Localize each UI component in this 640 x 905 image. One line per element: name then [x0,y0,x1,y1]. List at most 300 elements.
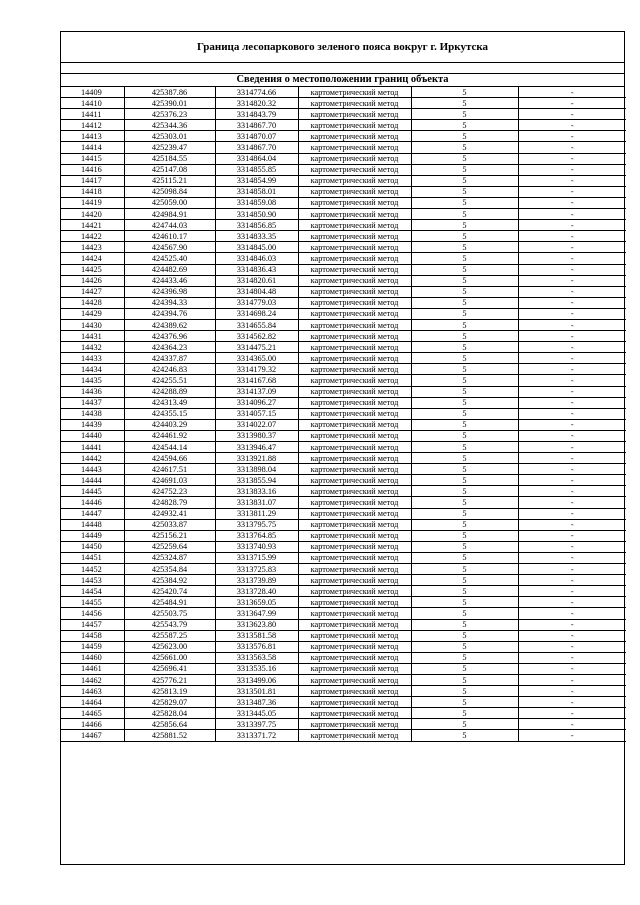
description-cell: - [518,197,626,208]
table-row [61,708,626,719]
point-number-cell: 14436 [61,386,124,397]
description-cell: - [518,142,626,153]
table-row [61,197,626,208]
description-cell: - [518,719,626,730]
accuracy-cell: 5 [411,131,518,142]
method-cell: картометрический метод [298,220,411,231]
accuracy-cell: 5 [411,109,518,120]
table-row [61,386,626,397]
point-number-cell: 14451 [61,552,124,563]
y-coordinate-cell: 3314475.21 [215,342,298,353]
accuracy-cell: 5 [411,220,518,231]
accuracy-cell: 5 [411,297,518,308]
method-cell: картометрический метод [298,364,411,375]
description-cell: - [518,552,626,563]
document-frame [60,31,625,865]
y-coordinate-cell: 3314562.82 [215,331,298,342]
table-row [61,430,626,441]
method-cell: картометрический метод [298,408,411,419]
table-row [61,564,626,575]
table-row [61,453,626,464]
point-number-cell: 14461 [61,663,124,674]
y-coordinate-cell: 3313725.83 [215,564,298,575]
point-number-cell: 14466 [61,719,124,730]
accuracy-cell: 5 [411,397,518,408]
y-coordinate-cell: 3313535.16 [215,663,298,674]
description-cell: - [518,397,626,408]
y-coordinate-cell: 3313831.07 [215,497,298,508]
document-subtitle: Сведения о местоположении границ объекта [236,74,449,85]
method-cell: картометрический метод [298,497,411,508]
accuracy-cell: 5 [411,186,518,197]
table-row [61,331,626,342]
x-coordinate-cell: 424617.51 [124,464,215,475]
accuracy-cell: 5 [411,98,518,109]
description-cell: - [518,120,626,131]
table-row [61,231,626,242]
method-cell: картометрический метод [298,353,411,364]
x-coordinate-cell: 424525.40 [124,253,215,264]
y-coordinate-cell: 3314820.61 [215,275,298,286]
method-cell: картометрический метод [298,275,411,286]
description-cell: - [518,331,626,342]
subtitle-box [61,74,624,87]
description-cell: - [518,419,626,430]
description-cell: - [518,619,626,630]
method-cell: картометрический метод [298,164,411,175]
table-row [61,164,626,175]
y-coordinate-cell: 3313659.05 [215,597,298,608]
table-row [61,264,626,275]
accuracy-cell: 5 [411,375,518,386]
method-cell: картометрический метод [298,131,411,142]
y-coordinate-cell: 3314870.07 [215,131,298,142]
point-number-cell: 14452 [61,564,124,575]
x-coordinate-cell: 425059.00 [124,197,215,208]
method-cell: картометрический метод [298,242,411,253]
x-coordinate-cell: 425587.25 [124,630,215,641]
method-cell: картометрический метод [298,430,411,441]
method-cell: картометрический метод [298,730,411,741]
x-coordinate-cell: 425115.21 [124,175,215,186]
accuracy-cell: 5 [411,120,518,131]
x-coordinate-cell: 424255.51 [124,375,215,386]
x-coordinate-cell: 425696.41 [124,663,215,674]
table-row [61,153,626,164]
accuracy-cell: 5 [411,319,518,330]
table-row [61,719,626,730]
description-cell: - [518,98,626,109]
accuracy-cell: 5 [411,408,518,419]
table-row [61,342,626,353]
x-coordinate-cell: 424246.83 [124,364,215,375]
y-coordinate-cell: 3313740.93 [215,541,298,552]
table-row [61,541,626,552]
accuracy-cell: 5 [411,652,518,663]
method-cell: картометрический метод [298,530,411,541]
description-cell: - [518,486,626,497]
table-row [61,308,626,319]
y-coordinate-cell: 3314855.85 [215,164,298,175]
table-row [61,253,626,264]
accuracy-cell: 5 [411,142,518,153]
point-number-cell: 14449 [61,530,124,541]
y-coordinate-cell: 3314846.03 [215,253,298,264]
x-coordinate-cell: 424389.62 [124,319,215,330]
accuracy-cell: 5 [411,442,518,453]
point-number-cell: 14418 [61,186,124,197]
table-row [61,375,626,386]
table-row [61,442,626,453]
y-coordinate-cell: 3313739.89 [215,575,298,586]
point-number-cell: 14462 [61,674,124,685]
x-coordinate-cell: 424828.79 [124,497,215,508]
description-cell: - [518,87,626,98]
description-cell: - [518,530,626,541]
y-coordinate-cell: 3314057.15 [215,408,298,419]
y-coordinate-cell: 3313980.37 [215,430,298,441]
table-row [61,486,626,497]
description-cell: - [518,275,626,286]
y-coordinate-cell: 3314137.09 [215,386,298,397]
x-coordinate-cell: 425259.64 [124,541,215,552]
table-row [61,242,626,253]
accuracy-cell: 5 [411,342,518,353]
description-cell: - [518,575,626,586]
y-coordinate-cell: 3313795.75 [215,519,298,530]
description-cell: - [518,630,626,641]
method-cell: картометрический метод [298,619,411,630]
method-cell: картометрический метод [298,541,411,552]
point-number-cell: 14413 [61,131,124,142]
x-coordinate-cell: 425344.36 [124,120,215,131]
y-coordinate-cell: 3314774.66 [215,87,298,98]
x-coordinate-cell: 424482.69 [124,264,215,275]
description-cell: - [518,253,626,264]
description-cell: - [518,297,626,308]
table-row [61,641,626,652]
accuracy-cell: 5 [411,264,518,275]
method-cell: картометрический метод [298,308,411,319]
point-number-cell: 14442 [61,453,124,464]
x-coordinate-cell: 425813.19 [124,686,215,697]
method-cell: картометрический метод [298,453,411,464]
y-coordinate-cell: 3313623.80 [215,619,298,630]
accuracy-cell: 5 [411,497,518,508]
description-cell: - [518,386,626,397]
table-row [61,297,626,308]
point-number-cell: 14421 [61,220,124,231]
point-number-cell: 14463 [61,686,124,697]
spacer-row [61,63,624,74]
accuracy-cell: 5 [411,674,518,685]
accuracy-cell: 5 [411,541,518,552]
y-coordinate-cell: 3314833.35 [215,231,298,242]
y-coordinate-cell: 3314655.84 [215,319,298,330]
description-cell: - [518,564,626,575]
description-cell: - [518,220,626,231]
accuracy-cell: 5 [411,331,518,342]
table-row [61,497,626,508]
accuracy-cell: 5 [411,564,518,575]
table-row [61,98,626,109]
y-coordinate-cell: 3313647.99 [215,608,298,619]
description-cell: - [518,430,626,441]
x-coordinate-cell: 425239.47 [124,142,215,153]
coordinates-table [61,87,626,742]
accuracy-cell: 5 [411,242,518,253]
y-coordinate-cell: 3314867.70 [215,120,298,131]
table-row [61,597,626,608]
accuracy-cell: 5 [411,464,518,475]
x-coordinate-cell: 424932.41 [124,508,215,519]
description-cell: - [518,175,626,186]
point-number-cell: 14450 [61,541,124,552]
accuracy-cell: 5 [411,87,518,98]
method-cell: картометрический метод [298,109,411,120]
description-cell: - [518,319,626,330]
accuracy-cell: 5 [411,275,518,286]
document-title: Граница лесопаркового зеленого пояса вокруг г. Иркутска [196,41,489,53]
accuracy-cell: 5 [411,486,518,497]
accuracy-cell: 5 [411,508,518,519]
y-coordinate-cell: 3314850.90 [215,209,298,220]
table-row [61,697,626,708]
accuracy-cell: 5 [411,430,518,441]
y-coordinate-cell: 3313946.47 [215,442,298,453]
description-cell: - [518,730,626,741]
x-coordinate-cell: 425623.00 [124,641,215,652]
method-cell: картометрический метод [298,120,411,131]
y-coordinate-cell: 3313397.75 [215,719,298,730]
table-row [61,519,626,530]
table-row [61,475,626,486]
accuracy-cell: 5 [411,253,518,264]
table-row [61,109,626,120]
y-coordinate-cell: 3314804.48 [215,286,298,297]
y-coordinate-cell: 3313728.40 [215,586,298,597]
table-row [61,419,626,430]
y-coordinate-cell: 3313921.88 [215,453,298,464]
accuracy-cell: 5 [411,608,518,619]
accuracy-cell: 5 [411,719,518,730]
y-coordinate-cell: 3314365.00 [215,353,298,364]
table-row [61,87,626,98]
x-coordinate-cell: 424610.17 [124,231,215,242]
table-row [61,663,626,674]
y-coordinate-cell: 3314854.99 [215,175,298,186]
method-cell: картометрический метод [298,419,411,430]
accuracy-cell: 5 [411,286,518,297]
x-coordinate-cell: 424394.76 [124,308,215,319]
y-coordinate-cell: 3314820.32 [215,98,298,109]
y-coordinate-cell: 3314779.03 [215,297,298,308]
x-coordinate-cell: 425156.21 [124,530,215,541]
accuracy-cell: 5 [411,686,518,697]
method-cell: картометрический метод [298,397,411,408]
table-row [61,508,626,519]
point-number-cell: 14411 [61,109,124,120]
description-cell: - [518,674,626,685]
accuracy-cell: 5 [411,708,518,719]
description-cell: - [518,708,626,719]
method-cell: картометрический метод [298,508,411,519]
x-coordinate-cell: 425147.08 [124,164,215,175]
table-row [61,530,626,541]
x-coordinate-cell: 425484.91 [124,597,215,608]
description-cell: - [518,586,626,597]
accuracy-cell: 5 [411,663,518,674]
accuracy-cell: 5 [411,209,518,220]
method-cell: картометрический метод [298,153,411,164]
x-coordinate-cell: 425776.21 [124,674,215,685]
y-coordinate-cell: 3314167.68 [215,375,298,386]
x-coordinate-cell: 424396.98 [124,286,215,297]
x-coordinate-cell: 424337.87 [124,353,215,364]
y-coordinate-cell: 3313855.94 [215,475,298,486]
x-coordinate-cell: 425661.00 [124,652,215,663]
point-number-cell: 14447 [61,508,124,519]
method-cell: картометрический метод [298,386,411,397]
description-cell: - [518,519,626,530]
accuracy-cell: 5 [411,164,518,175]
table-row [61,319,626,330]
description-cell: - [518,697,626,708]
method-cell: картометрический метод [298,175,411,186]
method-cell: картометрический метод [298,253,411,264]
method-cell: картометрический метод [298,575,411,586]
method-cell: картометрический метод [298,608,411,619]
method-cell: картометрический метод [298,552,411,563]
description-cell: - [518,652,626,663]
point-number-cell: 14444 [61,475,124,486]
point-number-cell: 14458 [61,630,124,641]
method-cell: картометрический метод [298,87,411,98]
point-number-cell: 14410 [61,98,124,109]
x-coordinate-cell: 424313.49 [124,397,215,408]
table-row [61,131,626,142]
description-cell: - [518,308,626,319]
accuracy-cell: 5 [411,153,518,164]
table-row [61,408,626,419]
accuracy-cell: 5 [411,641,518,652]
accuracy-cell: 5 [411,597,518,608]
method-cell: картометрический метод [298,486,411,497]
description-cell: - [518,109,626,120]
accuracy-cell: 5 [411,386,518,397]
table-row [61,575,626,586]
description-cell: - [518,342,626,353]
description-cell: - [518,209,626,220]
table-row [61,586,626,597]
method-cell: картометрический метод [298,586,411,597]
x-coordinate-cell: 424355.15 [124,408,215,419]
table-row [61,674,626,685]
x-coordinate-cell: 425390.01 [124,98,215,109]
x-coordinate-cell: 425829.07 [124,697,215,708]
method-cell: картометрический метод [298,641,411,652]
method-cell: картометрический метод [298,98,411,109]
y-coordinate-cell: 3313445.05 [215,708,298,719]
y-coordinate-cell: 3314859.08 [215,197,298,208]
y-coordinate-cell: 3314836.43 [215,264,298,275]
method-cell: картометрический метод [298,630,411,641]
method-cell: картометрический метод [298,708,411,719]
method-cell: картометрический метод [298,674,411,685]
y-coordinate-cell: 3313715.99 [215,552,298,563]
x-coordinate-cell: 424984.91 [124,209,215,220]
table-row [61,286,626,297]
x-coordinate-cell: 424376.96 [124,331,215,342]
x-coordinate-cell: 425033.87 [124,519,215,530]
x-coordinate-cell: 425387.86 [124,87,215,98]
x-coordinate-cell: 424288.89 [124,386,215,397]
point-number-cell: 14448 [61,519,124,530]
x-coordinate-cell: 424594.66 [124,453,215,464]
x-coordinate-cell: 424744.03 [124,220,215,231]
method-cell: картометрический метод [298,375,411,386]
y-coordinate-cell: 3313833.16 [215,486,298,497]
x-coordinate-cell: 424544.14 [124,442,215,453]
table-row [61,353,626,364]
x-coordinate-cell: 424752.23 [124,486,215,497]
table-row [61,142,626,153]
method-cell: картометрический метод [298,297,411,308]
point-number-cell: 14433 [61,353,124,364]
description-cell: - [518,375,626,386]
table-row [61,630,626,641]
y-coordinate-cell: 3313563.58 [215,652,298,663]
accuracy-cell: 5 [411,175,518,186]
description-cell: - [518,497,626,508]
table-row [61,552,626,563]
method-cell: картометрический метод [298,564,411,575]
point-number-cell: 14465 [61,708,124,719]
table-row [61,175,626,186]
method-cell: картометрический метод [298,264,411,275]
description-cell: - [518,153,626,164]
point-number-cell: 14437 [61,397,124,408]
accuracy-cell: 5 [411,197,518,208]
description-cell: - [518,286,626,297]
y-coordinate-cell: 3314867.70 [215,142,298,153]
point-number-cell: 14417 [61,175,124,186]
description-cell: - [518,508,626,519]
point-number-cell: 14412 [61,120,124,131]
accuracy-cell: 5 [411,552,518,563]
accuracy-cell: 5 [411,231,518,242]
method-cell: картометрический метод [298,197,411,208]
x-coordinate-cell: 424433.46 [124,275,215,286]
point-number-cell: 14432 [61,342,124,353]
description-cell: - [518,186,626,197]
point-number-cell: 14456 [61,608,124,619]
description-cell: - [518,353,626,364]
table-row [61,652,626,663]
point-number-cell: 14438 [61,408,124,419]
point-number-cell: 14454 [61,586,124,597]
accuracy-cell: 5 [411,308,518,319]
point-number-cell: 14460 [61,652,124,663]
table-row [61,120,626,131]
point-number-cell: 14428 [61,297,124,308]
accuracy-cell: 5 [411,364,518,375]
x-coordinate-cell: 424394.33 [124,297,215,308]
method-cell: картометрический метод [298,686,411,697]
method-cell: картометрический метод [298,342,411,353]
table-row [61,686,626,697]
x-coordinate-cell: 425324.87 [124,552,215,563]
